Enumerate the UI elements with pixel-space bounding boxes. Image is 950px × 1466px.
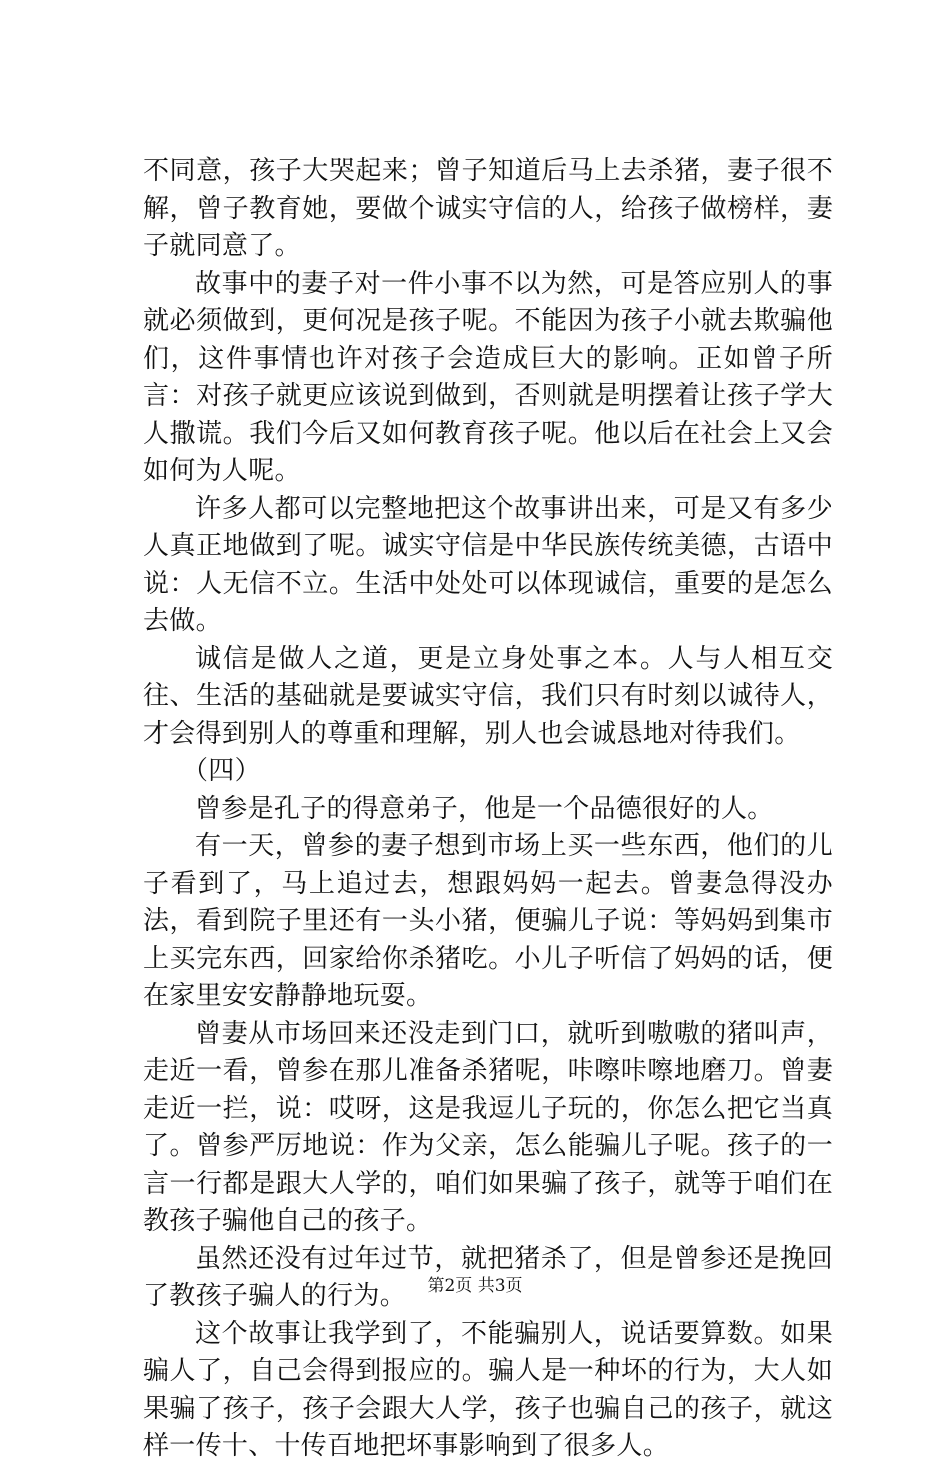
paragraph: 这个故事让我学到了，不能骗别人，说话要算数。如果骗人了，自己会得到报应的。骗人是一种坏的行为，大人如果骗了孩子，孩子会跟大人学，孩子也骗自己的孩子，就这样一传十、十传百地把坏事影响到了很多人。 xyxy=(143,1318,833,1461)
document-body xyxy=(143,153,833,1466)
page-number-footer: 第2页 共3页 xyxy=(427,1276,523,1296)
paragraph: 故事中的妻子对一件小事不以为然，可是答应别人的事就必须做到，更何况是孩子呢。不能因为孩子小就去欺骗他们，这件事情也许对孩子会造成巨大的影响。正如曾子所言：对孩子就更应该说到做到，否则就是明摆着让孩子学大人撒谎。我们今后又如何教育孩子呢。他以后在社会上又会如何为人呢。 xyxy=(143,268,833,486)
paragraph: 有一天，曾参的妻子想到市场上买一些东西，他们的儿子看到了，马上追过去，想跟妈妈一起去。曾妻急得没办法，看到院子里还有一头小猪，便骗儿子说：等妈妈到集市上买完东西，回家给你杀猪吃。小儿子听信了妈妈的话，便在家里安安静静地玩耍。 xyxy=(143,831,833,1011)
paragraph-continued: 不同意，孩子大哭起来；曾子知道后马上去杀猪，妻子很不解，曾子教育她，要做个诚实守信的人，给孩子做榜样，妻子就同意了。 xyxy=(143,156,833,261)
paragraph: 诚信是做人之道，更是立身处事之本。人与人相互交往、生活的基础就是要诚实守信，我们只有时刻以诚待人，才会得到别人的尊重和理解，别人也会诚恳地对待我们。 xyxy=(143,643,833,749)
paragraph: 曾妻从市场回来还没走到门口，就听到嗷嗷的猪叫声，走近一看，曾参在那儿准备杀猪呢，咔嚓咔嚓地磨刀。曾妻走近一拦，说：哎呀，这是我逗儿子玩的，你怎么把它当真了。曾参严厉地说：作为父亲，怎么能骗儿子呢。孩子的一言一行都是跟大人学的，咱们如果骗了孩子，就等于咱们在教孩子骗他自己的孩子。 xyxy=(143,1018,833,1236)
paragraph: 曾参是孔子的得意弟子，他是一个品德很好的人。 xyxy=(195,793,774,824)
section-heading: （四） xyxy=(182,756,261,786)
paragraph: 虽然还没有过年过节，就把猪杀了，但是曾参还是挽回了教孩子骗人的行为。 xyxy=(143,1243,833,1311)
paragraph: 许多人都可以完整地把这个故事讲出来，可是又有多少人真正地做到了呢。诚实守信是中华民族传统美德，古语中说：人无信不立。生活中处处可以体现诚信，重要的是怎么去做。 xyxy=(143,493,833,636)
